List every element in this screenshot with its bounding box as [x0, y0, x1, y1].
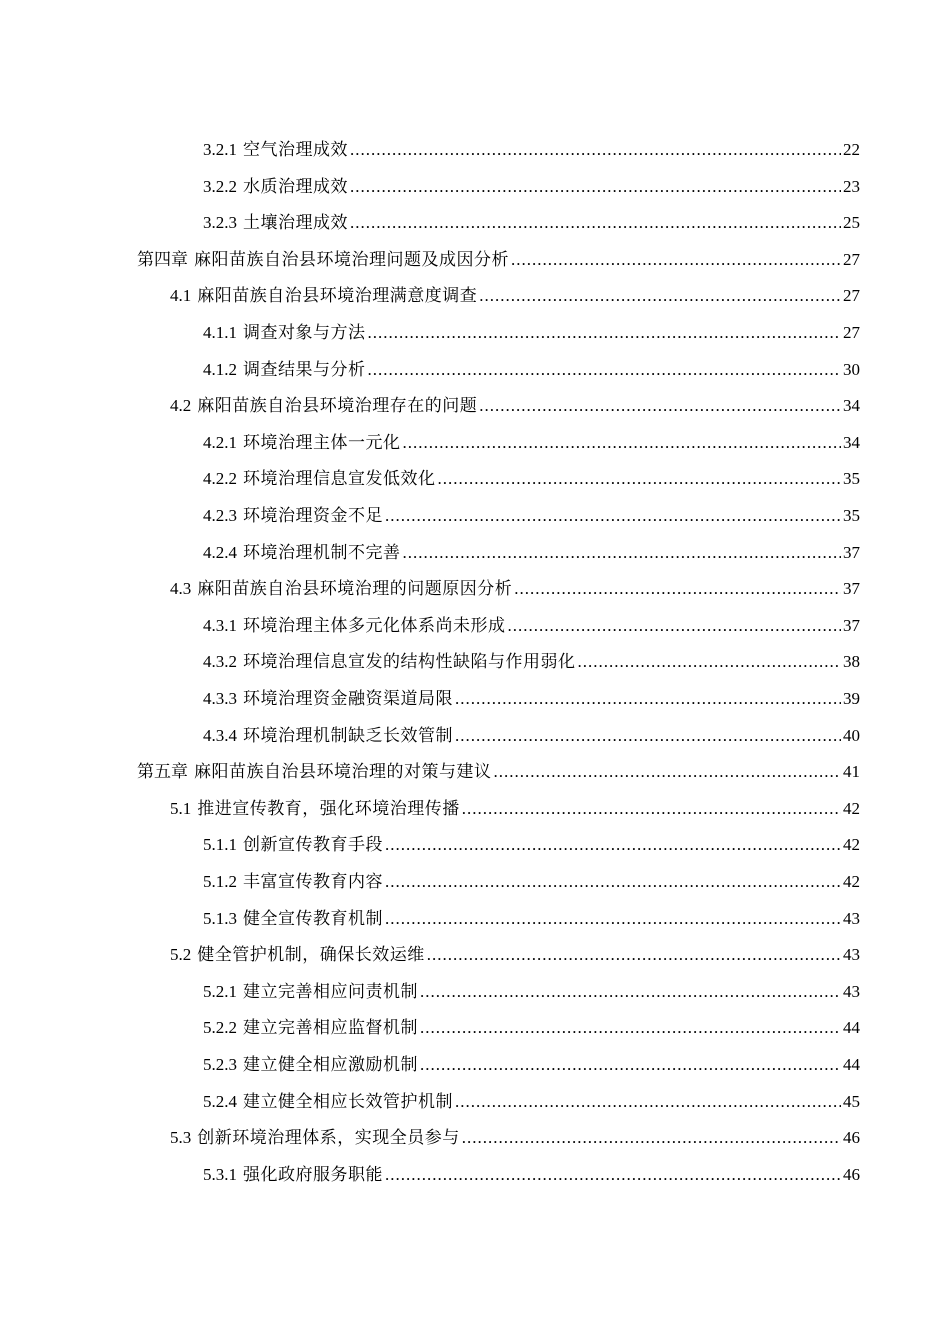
toc-entry-page: 40	[843, 725, 860, 745]
toc-leader-dots	[427, 937, 841, 973]
toc-entry[interactable]	[203, 681, 860, 717]
toc-leader-dots	[420, 1010, 841, 1046]
toc-entry-page: 35	[843, 506, 860, 525]
toc-entry[interactable]	[203, 169, 860, 205]
toc-entry-number: 4.1.2	[203, 359, 237, 379]
toc-entry-title: 环境治理信息宣发低效化	[243, 469, 436, 489]
toc-entry-title: 建立完善相应监督机制	[243, 1018, 418, 1038]
toc-entry[interactable]	[170, 278, 860, 314]
toc-entry-title: 环境治理主体一元化	[243, 432, 401, 452]
toc-entry-title: 环境治理主体多元化体系尚未形成	[243, 615, 506, 635]
toc-entry-page: 45	[843, 1091, 860, 1111]
toc-leader-dots	[511, 242, 841, 278]
toc-entry-title: 推进宣传教育，强化环境治理传播	[197, 798, 460, 818]
toc-entry-title: 麻阳苗族自治县环境治理满意度调查	[197, 286, 478, 306]
toc-entry-title: 麻阳苗族自治县环境治理问题及成因分析	[194, 249, 509, 269]
toc-entry-page: 23	[843, 176, 860, 196]
toc-entry-page: 37	[843, 615, 860, 635]
toc-leader-dots	[455, 1084, 841, 1120]
toc-entry-page: 27	[843, 286, 860, 306]
toc-entry-page: 38	[843, 652, 860, 672]
toc-entry-page: 42	[843, 872, 860, 891]
toc-entry-number: 4.3.1	[203, 615, 237, 635]
toc-entry[interactable]	[203, 718, 860, 754]
toc-entry[interactable]	[203, 1084, 860, 1120]
toc-entry[interactable]	[203, 864, 860, 900]
toc-entry-page: 25	[843, 213, 860, 233]
toc-entry-number: 5.3	[170, 1128, 192, 1148]
toc-entry[interactable]	[170, 388, 860, 424]
toc-entry-title: 健全宣传教育机制	[243, 908, 383, 928]
toc-leader-dots	[462, 1120, 841, 1156]
toc-entry-title: 环境治理机制不完善	[243, 542, 401, 562]
toc-leader-dots	[420, 1047, 841, 1083]
toc-entry-title: 建立健全相应激励机制	[243, 1055, 418, 1074]
toc-entry[interactable]	[203, 498, 860, 534]
toc-entry-page: 42	[843, 798, 860, 818]
toc-entry-number: 4.3.4	[203, 725, 237, 745]
toc-entry-page: 27	[843, 249, 860, 269]
toc-entry[interactable]	[170, 571, 860, 607]
toc-entry-page: 39	[843, 689, 860, 708]
toc-entry[interactable]	[203, 425, 860, 461]
toc-entry-title: 空气治理成效	[243, 140, 348, 159]
toc-entry[interactable]	[170, 937, 860, 973]
toc-entry-title: 麻阳苗族自治县环境治理的对策与建议	[194, 762, 492, 782]
table-of-contents	[0, 132, 950, 1212]
toc-leader-dots	[368, 352, 842, 388]
toc-entry[interactable]	[203, 535, 860, 571]
toc-entry[interactable]	[203, 608, 860, 644]
toc-leader-dots	[350, 169, 841, 205]
toc-leader-dots	[385, 498, 841, 534]
toc-entry-number: 5.3.1	[203, 1164, 237, 1184]
toc-leader-dots	[385, 864, 841, 900]
toc-entry-page: 35	[843, 469, 860, 489]
toc-leader-dots	[514, 571, 841, 607]
toc-entry-title: 建立健全相应长效管护机制	[243, 1091, 453, 1111]
toc-entry-number: 3.2.1	[203, 140, 237, 159]
toc-entry-page: 27	[843, 323, 860, 342]
toc-entry[interactable]	[203, 461, 860, 497]
toc-entry-title: 强化政府服务职能	[243, 1164, 383, 1184]
toc-entry-number: 4.3	[170, 579, 192, 599]
toc-entry-title: 丰富宣传教育内容	[243, 872, 383, 891]
toc-leader-dots	[403, 425, 842, 461]
toc-entry-number: 5.2	[170, 945, 192, 965]
toc-entry-page: 43	[843, 908, 860, 928]
toc-entry[interactable]	[137, 754, 860, 790]
toc-entry-number: 4.3.3	[203, 689, 237, 708]
toc-entry-page: 30	[843, 359, 860, 379]
toc-entry[interactable]	[203, 132, 860, 168]
toc-entry-number: 4.2.3	[203, 506, 237, 525]
toc-entry-page: 43	[843, 981, 860, 1001]
toc-entry-number: 5.2.4	[203, 1091, 237, 1111]
toc-leader-dots	[578, 644, 842, 680]
toc-entry-number: 4.2.1	[203, 432, 237, 452]
toc-entry[interactable]	[203, 1157, 860, 1193]
toc-entry-page: 44	[843, 1018, 860, 1038]
toc-entry-title: 环境治理资金融资渠道局限	[243, 689, 453, 708]
toc-leader-dots	[494, 754, 842, 790]
toc-entry-page: 42	[843, 835, 860, 855]
toc-entry-number: 5.2.3	[203, 1055, 237, 1074]
toc-entry-number: 5.2.2	[203, 1018, 237, 1038]
toc-entry-number: 4.1	[170, 286, 192, 306]
toc-entry-number: 5.1	[170, 798, 192, 818]
toc-entry-title: 麻阳苗族自治县环境治理的问题原因分析	[197, 579, 513, 599]
toc-entry-title: 麻阳苗族自治县环境治理存在的问题	[197, 396, 478, 416]
toc-entry-page: 44	[843, 1055, 860, 1074]
toc-entry-number: 3.2.3	[203, 213, 237, 233]
toc-leader-dots	[350, 205, 841, 241]
toc-leader-dots	[455, 681, 841, 717]
toc-entry-page: 34	[843, 432, 860, 452]
toc-leader-dots	[403, 535, 842, 571]
toc-entry[interactable]	[203, 205, 860, 241]
toc-entry-title: 创新环境治理体系，实现全员参与	[197, 1128, 460, 1148]
toc-entry[interactable]	[203, 974, 860, 1010]
toc-entry-title: 土壤治理成效	[243, 213, 348, 233]
toc-entry-title: 建立完善相应问责机制	[243, 981, 418, 1001]
toc-entry-title: 环境治理信息宣发的结构性缺陷与作用弱化	[243, 652, 576, 672]
toc-entry[interactable]	[203, 315, 860, 351]
toc-entry[interactable]	[170, 791, 860, 827]
toc-entry-page: 34	[843, 396, 860, 416]
toc-entry-title: 环境治理机制缺乏长效管制	[243, 725, 453, 745]
toc-leader-dots	[385, 827, 841, 863]
toc-entry-number: 第四章	[137, 249, 188, 269]
toc-entry[interactable]	[203, 1010, 860, 1046]
toc-entry[interactable]	[170, 1120, 860, 1156]
toc-entry-title: 调查对象与方法	[243, 323, 366, 342]
toc-entry-number: 5.1.3	[203, 908, 237, 928]
toc-entry[interactable]	[203, 1047, 860, 1083]
toc-entry[interactable]	[203, 644, 860, 680]
toc-entry-title: 健全管护机制，确保长效运维	[197, 945, 425, 965]
toc-entry-number: 4.2	[170, 396, 192, 416]
toc-leader-dots	[420, 974, 841, 1010]
toc-entry-page: 37	[843, 542, 860, 562]
toc-leader-dots	[438, 461, 842, 497]
toc-entry-number: 4.2.4	[203, 542, 237, 562]
toc-entry-page: 22	[843, 140, 860, 159]
toc-entry-title: 水质治理成效	[243, 176, 348, 196]
toc-entry-page: 37	[843, 579, 860, 599]
toc-entry-title: 创新宣传教育手段	[243, 835, 383, 855]
toc-leader-dots	[508, 608, 842, 644]
toc-entry-number: 4.2.2	[203, 469, 237, 489]
toc-entry-page: 41	[843, 762, 860, 782]
toc-entry-number: 5.2.1	[203, 981, 237, 1001]
toc-leader-dots	[350, 132, 841, 168]
toc-entry[interactable]	[203, 352, 860, 388]
toc-entry-number: 5.1.2	[203, 872, 237, 891]
toc-leader-dots	[368, 315, 842, 351]
toc-entry[interactable]	[137, 242, 860, 278]
toc-leader-dots	[455, 718, 841, 754]
toc-entry-number: 4.3.2	[203, 652, 237, 672]
toc-leader-dots	[385, 1157, 841, 1193]
toc-entry-page: 46	[843, 1128, 860, 1148]
toc-entry-page: 43	[843, 945, 860, 965]
toc-leader-dots	[479, 388, 841, 424]
toc-entry-number: 5.1.1	[203, 835, 237, 855]
toc-leader-dots	[385, 901, 841, 937]
toc-leader-dots	[462, 791, 841, 827]
toc-entry-page: 46	[843, 1164, 860, 1184]
toc-entry-title: 环境治理资金不足	[243, 506, 383, 525]
toc-entry-number: 4.1.1	[203, 323, 237, 342]
toc-entry-number: 第五章	[137, 762, 188, 782]
toc-entry[interactable]	[203, 901, 860, 937]
toc-entry[interactable]	[203, 827, 860, 863]
toc-leader-dots	[479, 278, 841, 314]
toc-entry-number: 3.2.2	[203, 176, 237, 196]
toc-entry-title: 调查结果与分析	[243, 359, 366, 379]
